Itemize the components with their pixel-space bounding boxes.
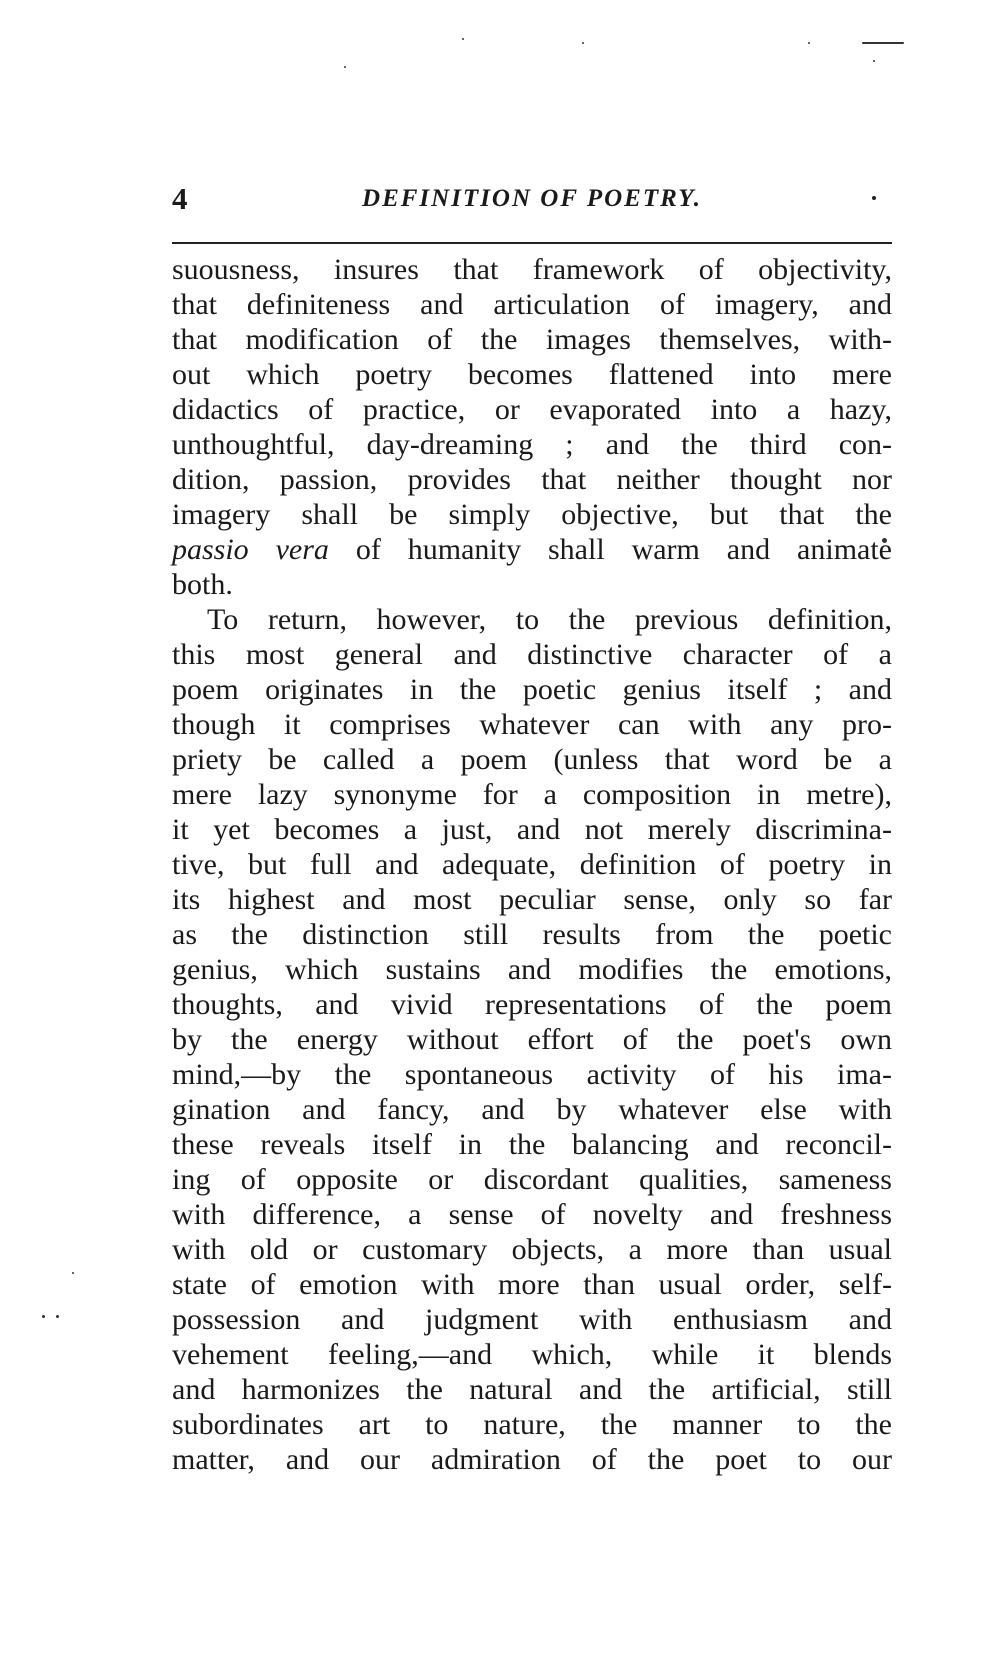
print-speck xyxy=(344,66,346,68)
print-speck xyxy=(56,1315,59,1318)
page-number: 4 xyxy=(172,181,188,216)
text-line: suousness, insures that framework of objectivity, xyxy=(172,253,892,286)
text-line: mind,—by the spontaneous activity of his ima- xyxy=(172,1058,892,1091)
text-line: didactics of practice, or evaporated into a hazy, xyxy=(172,393,892,426)
text-line: this most general and distinctive character of a xyxy=(172,638,892,671)
text-line: these reveals itself in the balancing and reconcil- xyxy=(172,1128,892,1161)
text-line: that modification of the images themselves, with- xyxy=(172,323,892,356)
text-line: though it comprises whatever can with any pro- xyxy=(172,708,892,741)
text-line: and harmonizes the natural and the artificial, still xyxy=(172,1373,892,1406)
print-speck xyxy=(862,42,904,44)
text-line: possession and judgment with enthusiasm and xyxy=(172,1303,892,1336)
text-line: unthoughtful, day-dreaming ; and the third con- xyxy=(172,428,892,461)
text-line: thoughts, and vivid representations of the poem xyxy=(172,988,892,1021)
text-line: it yet becomes a just, and not merely discrimina- xyxy=(172,813,892,846)
text-line xyxy=(172,532,892,567)
print-speck xyxy=(873,60,875,62)
page-header xyxy=(172,182,892,216)
text-line: vehement feeling,—and which, while it blends xyxy=(172,1338,892,1371)
text-line-remainder: of humanity shall warm and animate xyxy=(355,533,892,566)
header-rule xyxy=(172,242,892,244)
text-line: both. xyxy=(172,568,233,601)
text-line: tive, but full and adequate, definition of poetry in xyxy=(172,848,892,881)
print-speck xyxy=(582,42,584,44)
text-line: out which poetry becomes flattened into mere xyxy=(172,358,892,391)
text-line: priety be called a poem (unless that word be a xyxy=(172,743,892,776)
print-speck xyxy=(462,38,464,40)
body-text xyxy=(172,252,892,1477)
italic-phrase: passio vera xyxy=(172,533,329,566)
text-line: To return, however, to the previous definition, xyxy=(207,603,892,636)
text-line: with old or customary objects, a more than usual xyxy=(172,1233,892,1266)
text-line: matter, and our admiration of the poet to our xyxy=(172,1443,892,1476)
print-speck xyxy=(72,1272,74,1274)
text-line: dition, passion, provides that neither thought nor xyxy=(172,463,892,496)
print-speck xyxy=(808,42,810,44)
text-line: state of emotion with more than usual order, self- xyxy=(172,1268,892,1301)
print-speck xyxy=(42,1315,45,1318)
text-line: with difference, a sense of novelty and freshness xyxy=(172,1198,892,1231)
running-title: DEFINITION OF POETRY. xyxy=(362,185,702,212)
text-line: subordinates art to nature, the manner to the xyxy=(172,1408,892,1441)
text-line: its highest and most peculiar sense, only so far xyxy=(172,883,892,916)
text-line: mere lazy synonyme for a composition in metre), xyxy=(172,778,892,811)
text-line: poem originates in the poetic genius itself ; and xyxy=(172,673,892,706)
print-speck xyxy=(872,196,876,200)
text-line: as the distinction still results from the poetic xyxy=(172,918,892,951)
text-line: imagery shall be simply objective, but that the xyxy=(172,498,892,531)
text-line: by the energy without effort of the poet's own xyxy=(172,1023,892,1056)
text-line: that definiteness and articulation of imagery, and xyxy=(172,288,892,321)
text-line: gination and fancy, and by whatever else with xyxy=(172,1093,892,1126)
text-line: ing of opposite or discordant qualities, sameness xyxy=(172,1163,892,1196)
text-line: genius, which sustains and modifies the emotions, xyxy=(172,953,892,986)
